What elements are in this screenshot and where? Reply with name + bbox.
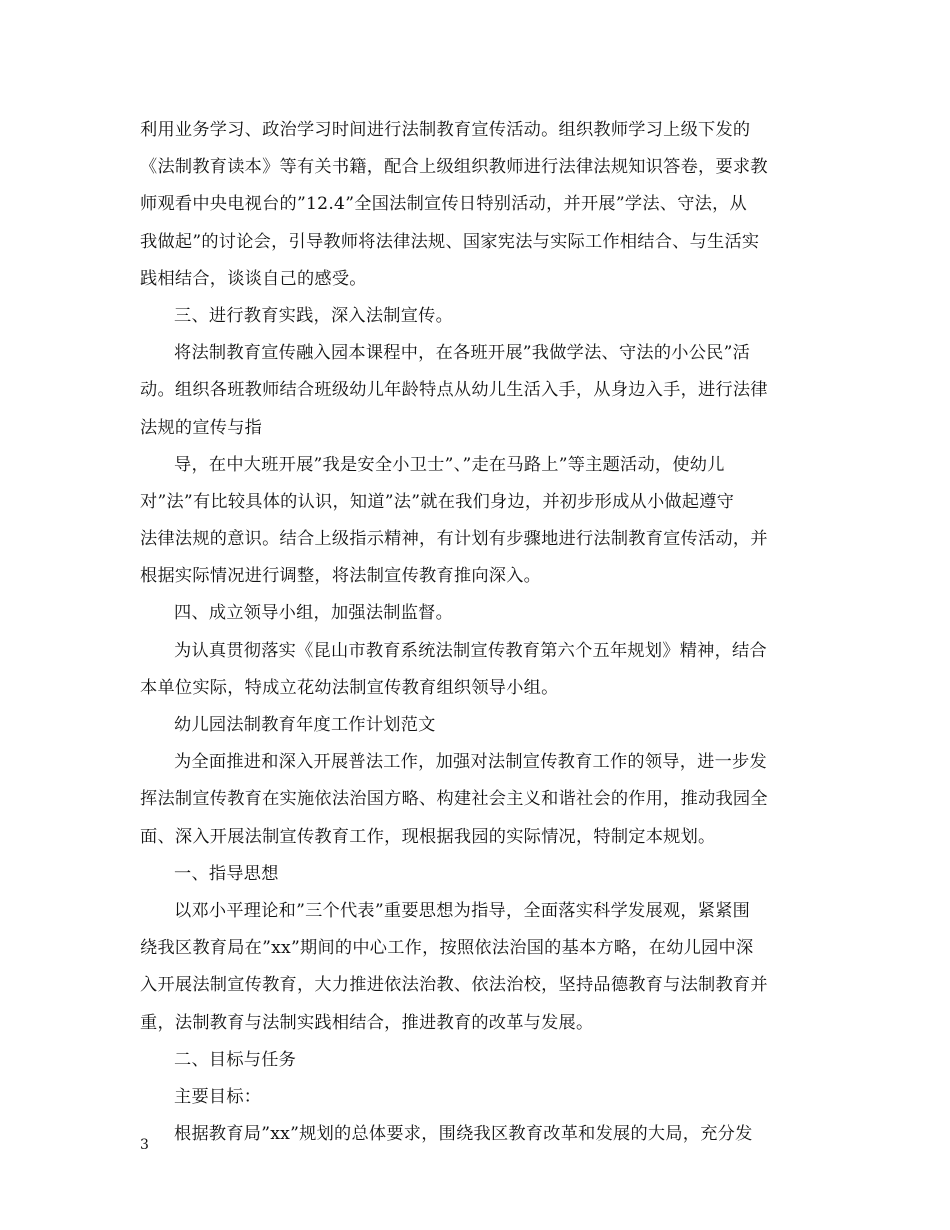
- paragraph-start-line: 导，在中大班开展”我是安全小卫士”、”走在马路上”等主题活动，使幼儿: [174, 454, 725, 475]
- page-number: 3: [140, 1137, 149, 1153]
- subheading: 主要目标：: [174, 1086, 262, 1107]
- text-line: 践相结合，谈谈自己的感受。: [140, 268, 367, 289]
- section-heading: 四、成立领导小组，加强法制监督。: [174, 603, 454, 624]
- paragraph-start-line: 为认真贯彻落实《昆山市教育系统法制宣传教育第六个五年规划》精神，结合: [174, 640, 767, 661]
- paragraph-start-line: 以邓小平理论和”三个代表”重要思想为指导，全面落实科学发展观，紧紧围: [174, 900, 751, 921]
- text-line: 本单位实际，特成立花幼法制宣传教育组织领导小组。: [140, 677, 559, 698]
- paragraph-start-line: 将法制教育宣传融入园本课程中，在各班开展”我做学法、守法的小公民”活: [174, 343, 751, 364]
- paragraph-start-line: 为全面推进和深入开展普法工作，加强对法制宣传教育工作的领导，进一步发: [174, 752, 767, 773]
- text-line: 动。组织各班教师结合班级幼儿年龄特点从幼儿生活入手，从身边入手，进行法律: [140, 380, 768, 401]
- text-line: 重，法制教育与法制实践相结合，推进教育的改革与发展。: [140, 1012, 594, 1033]
- text-line: 面、深入开展法制宣传教育工作，现根据我园的实际情况，特制定本规划。: [140, 826, 716, 847]
- text-line: 《法制教育读本》等有关书籍，配合上级组织教师进行法律法规知识答卷，要求教: [140, 157, 768, 178]
- paragraph-start-line: 根据教育局”xx”规划的总体要求，围绕我区教育改革和发展的大局，充分发: [174, 1124, 753, 1145]
- text-line: 入开展法制宣传教育，大力推进依法治教、依法治校，坚持品德教育与法制教育并: [140, 975, 768, 996]
- text-line: 师观看中央电视台的”12.4”全国法制宣传日特别活动，并开展”学法、守法，从: [140, 194, 747, 215]
- text-line: 我做起”的讨论会，引导教师将法律法规、国家宪法与实际工作相结合、与生活实: [140, 231, 760, 252]
- text-line: 绕我区教育局在”xx”期间的中心工作，按照依法治国的基本方略，在幼儿园中深: [140, 938, 754, 959]
- text-line: 对”法”有比较具体的认识，知道”法”就在我们身边，并初步形成从小做起遵守: [140, 491, 735, 512]
- text-line: 挥法制宣传教育在实施依法治国方略、构建社会主义和谐社会的作用，推动我园全: [140, 789, 768, 810]
- text-line: 根据实际情况进行调整，将法制宣传教育推向深入。: [140, 566, 542, 587]
- text-line: 法律法规的意识。结合上级指示精神，有计划有步骤地进行法制教育宣传活动，并: [140, 529, 768, 550]
- text-line: 利用业务学习、政治学习时间进行法制教育宣传活动。组织教师学习上级下发的: [140, 120, 751, 140]
- section-heading: 二、目标与任务: [174, 1049, 297, 1070]
- section-heading: 三、进行教育实践，深入法制宣传。: [174, 305, 454, 326]
- section-heading: 一、指导思想: [174, 863, 279, 884]
- document-body: [140, 112, 810, 1153]
- document-title: 幼儿园法制教育年度工作计划范文: [174, 715, 436, 735]
- text-line: 法规的宣传与指: [140, 417, 263, 438]
